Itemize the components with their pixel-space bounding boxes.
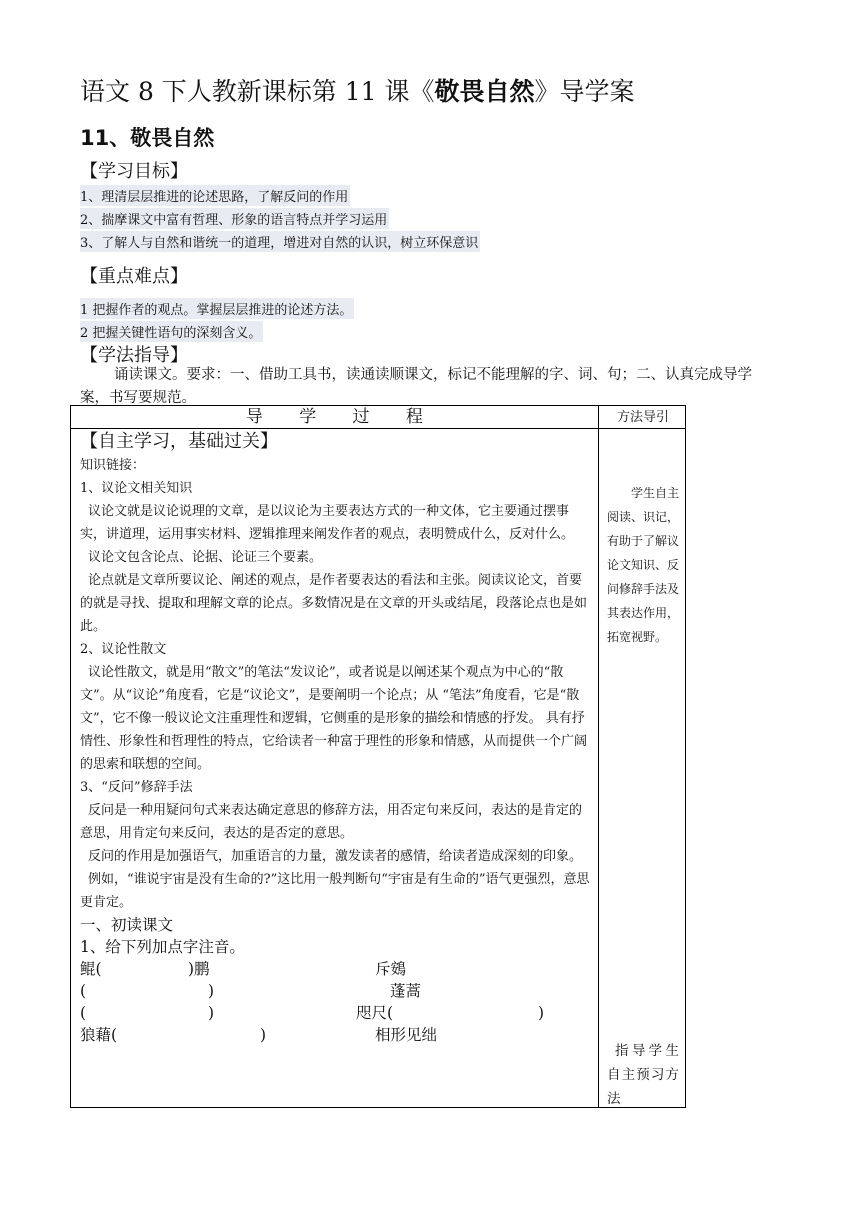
knowledge-3-paragraph: 反问是一种用疑问句式来表达确定意思的修辞方法，用否定句来反问，表达的是肯定的意思，用肯定句来反问，表达的是否定的意思。 bbox=[80, 803, 583, 841]
knowledge-3-paragraph: 反问的作用是加强语气，加重语言的力量，激发读者的感情，给读者造成深刻的印象。 bbox=[88, 849, 583, 864]
objective-item: 3、了解人与自然和谐统一的道理，增进对自然的认识，树立环保意识 bbox=[80, 231, 480, 252]
key-point-item: 1 把握作者的观点。掌握层层推进的论述方法。 bbox=[80, 298, 354, 319]
knowledge-1-title: 1、议论文相关知识 bbox=[80, 481, 193, 496]
knowledge-1-paragraph: 论点就是文章所要议论、阐述的观点，是作者要表达的看法和主张。阅读议论文，首要的就是寻找、提取和理解文章的论点。多数情况是在文章的开头或结尾，段落论点也是如此。 bbox=[80, 573, 588, 634]
knowledge-3-title: 3、“反问”修辞手法 bbox=[80, 780, 193, 795]
header-divider bbox=[71, 428, 685, 429]
knowledge-3-paragraph: 例如，“谁说宇宙是没有生命的?”这比用一般判断句“宇宙是有生命的”语气更强烈，意思更肯定。 bbox=[80, 872, 590, 910]
knowledge-2-paragraph: 议论性散文，就是用“散文”的笔法“发议论”，或者说是以阐述某个观点为中心的“散文”。从“议论”角度看，它是“议论文”，是要阐明一个论点；从 “笔法”角度看，它是“散文”，它不像一般议论文注重理性和逻辑，它侧重的是形象的描绘和情感的抒发。 具有抒情性、形象性和哲理性的特点，它给读者一种富于理性的形象和情感，从而提供一个广阔的思索和联想的空间。 bbox=[80, 665, 588, 772]
column-divider bbox=[598, 406, 599, 1107]
part-1-title: 一、初读课文 bbox=[80, 916, 174, 934]
method-annotation-2: 指导学生自主预习方法 bbox=[607, 1043, 679, 1107]
objective-item: 2、揣摩课文中富有哲理、形象的语言特点并学习运用 bbox=[80, 208, 389, 229]
knowledge-1-paragraph: 议论文包含论点、论据、论证三个要素。 bbox=[88, 550, 323, 565]
process-content-cell bbox=[80, 430, 594, 1046]
pinyin-row: 狼藉( ) 相形见绌 bbox=[80, 1026, 438, 1044]
document-title-bold: 敬畏自然 bbox=[434, 77, 535, 106]
knowledge-2-title: 2、议论性散文 bbox=[80, 642, 167, 657]
lesson-heading: 11、敬畏自然 bbox=[80, 126, 215, 150]
table-header-process: 导 学 过 程 bbox=[245, 407, 424, 427]
knowledge-label: 知识链接： bbox=[80, 458, 146, 473]
method-annotation-1: 学生自主阅读、识记，有助于了解议论文知识、反问修辞手法及其表达作用，拓宽视野。 bbox=[607, 486, 680, 644]
method-heading: 【学法指导】 bbox=[80, 345, 188, 366]
study-process-table bbox=[70, 405, 686, 1108]
pinyin-row: ( ) 咫尺( ) bbox=[80, 1004, 545, 1022]
key-point-item: 2 把握关键性语句的深刻含义。 bbox=[80, 321, 263, 342]
objective-item: 1、理清层层推进的论述思路，了解反问的作用 bbox=[80, 185, 350, 206]
key-points-heading: 【重点难点】 bbox=[80, 266, 188, 287]
pinyin-row: 鲲( )鹏 斥鴳 bbox=[80, 960, 407, 978]
document-title: 语文 8 下人教新课标第 11 课《敬畏自然》导学案 bbox=[80, 77, 635, 106]
table-header-method-guide: 方法导引 bbox=[616, 410, 669, 425]
section-title: 【自主学习，基础过关】 bbox=[80, 431, 278, 452]
knowledge-1-paragraph: 议论文就是议论说理的文章，是以议论为主要表达方式的一种文体，它主要通过摆事实，讲道理，运用事实材料、逻辑推理来阐发作者的观点，表明赞成什么，反对什么。 bbox=[80, 504, 575, 542]
objectives-heading: 【学习目标】 bbox=[80, 161, 188, 182]
pinyin-row: ( ) 蓬蒿 bbox=[80, 982, 422, 1000]
method-intro-text: 诵读课文。要求：一、借助工具书，读通读顺课文，标记不能理解的字、词、句；二、认真完成导学案，书写要规范。 bbox=[80, 367, 752, 406]
question-1-title: 1、给下列加点字注音。 bbox=[80, 938, 245, 956]
